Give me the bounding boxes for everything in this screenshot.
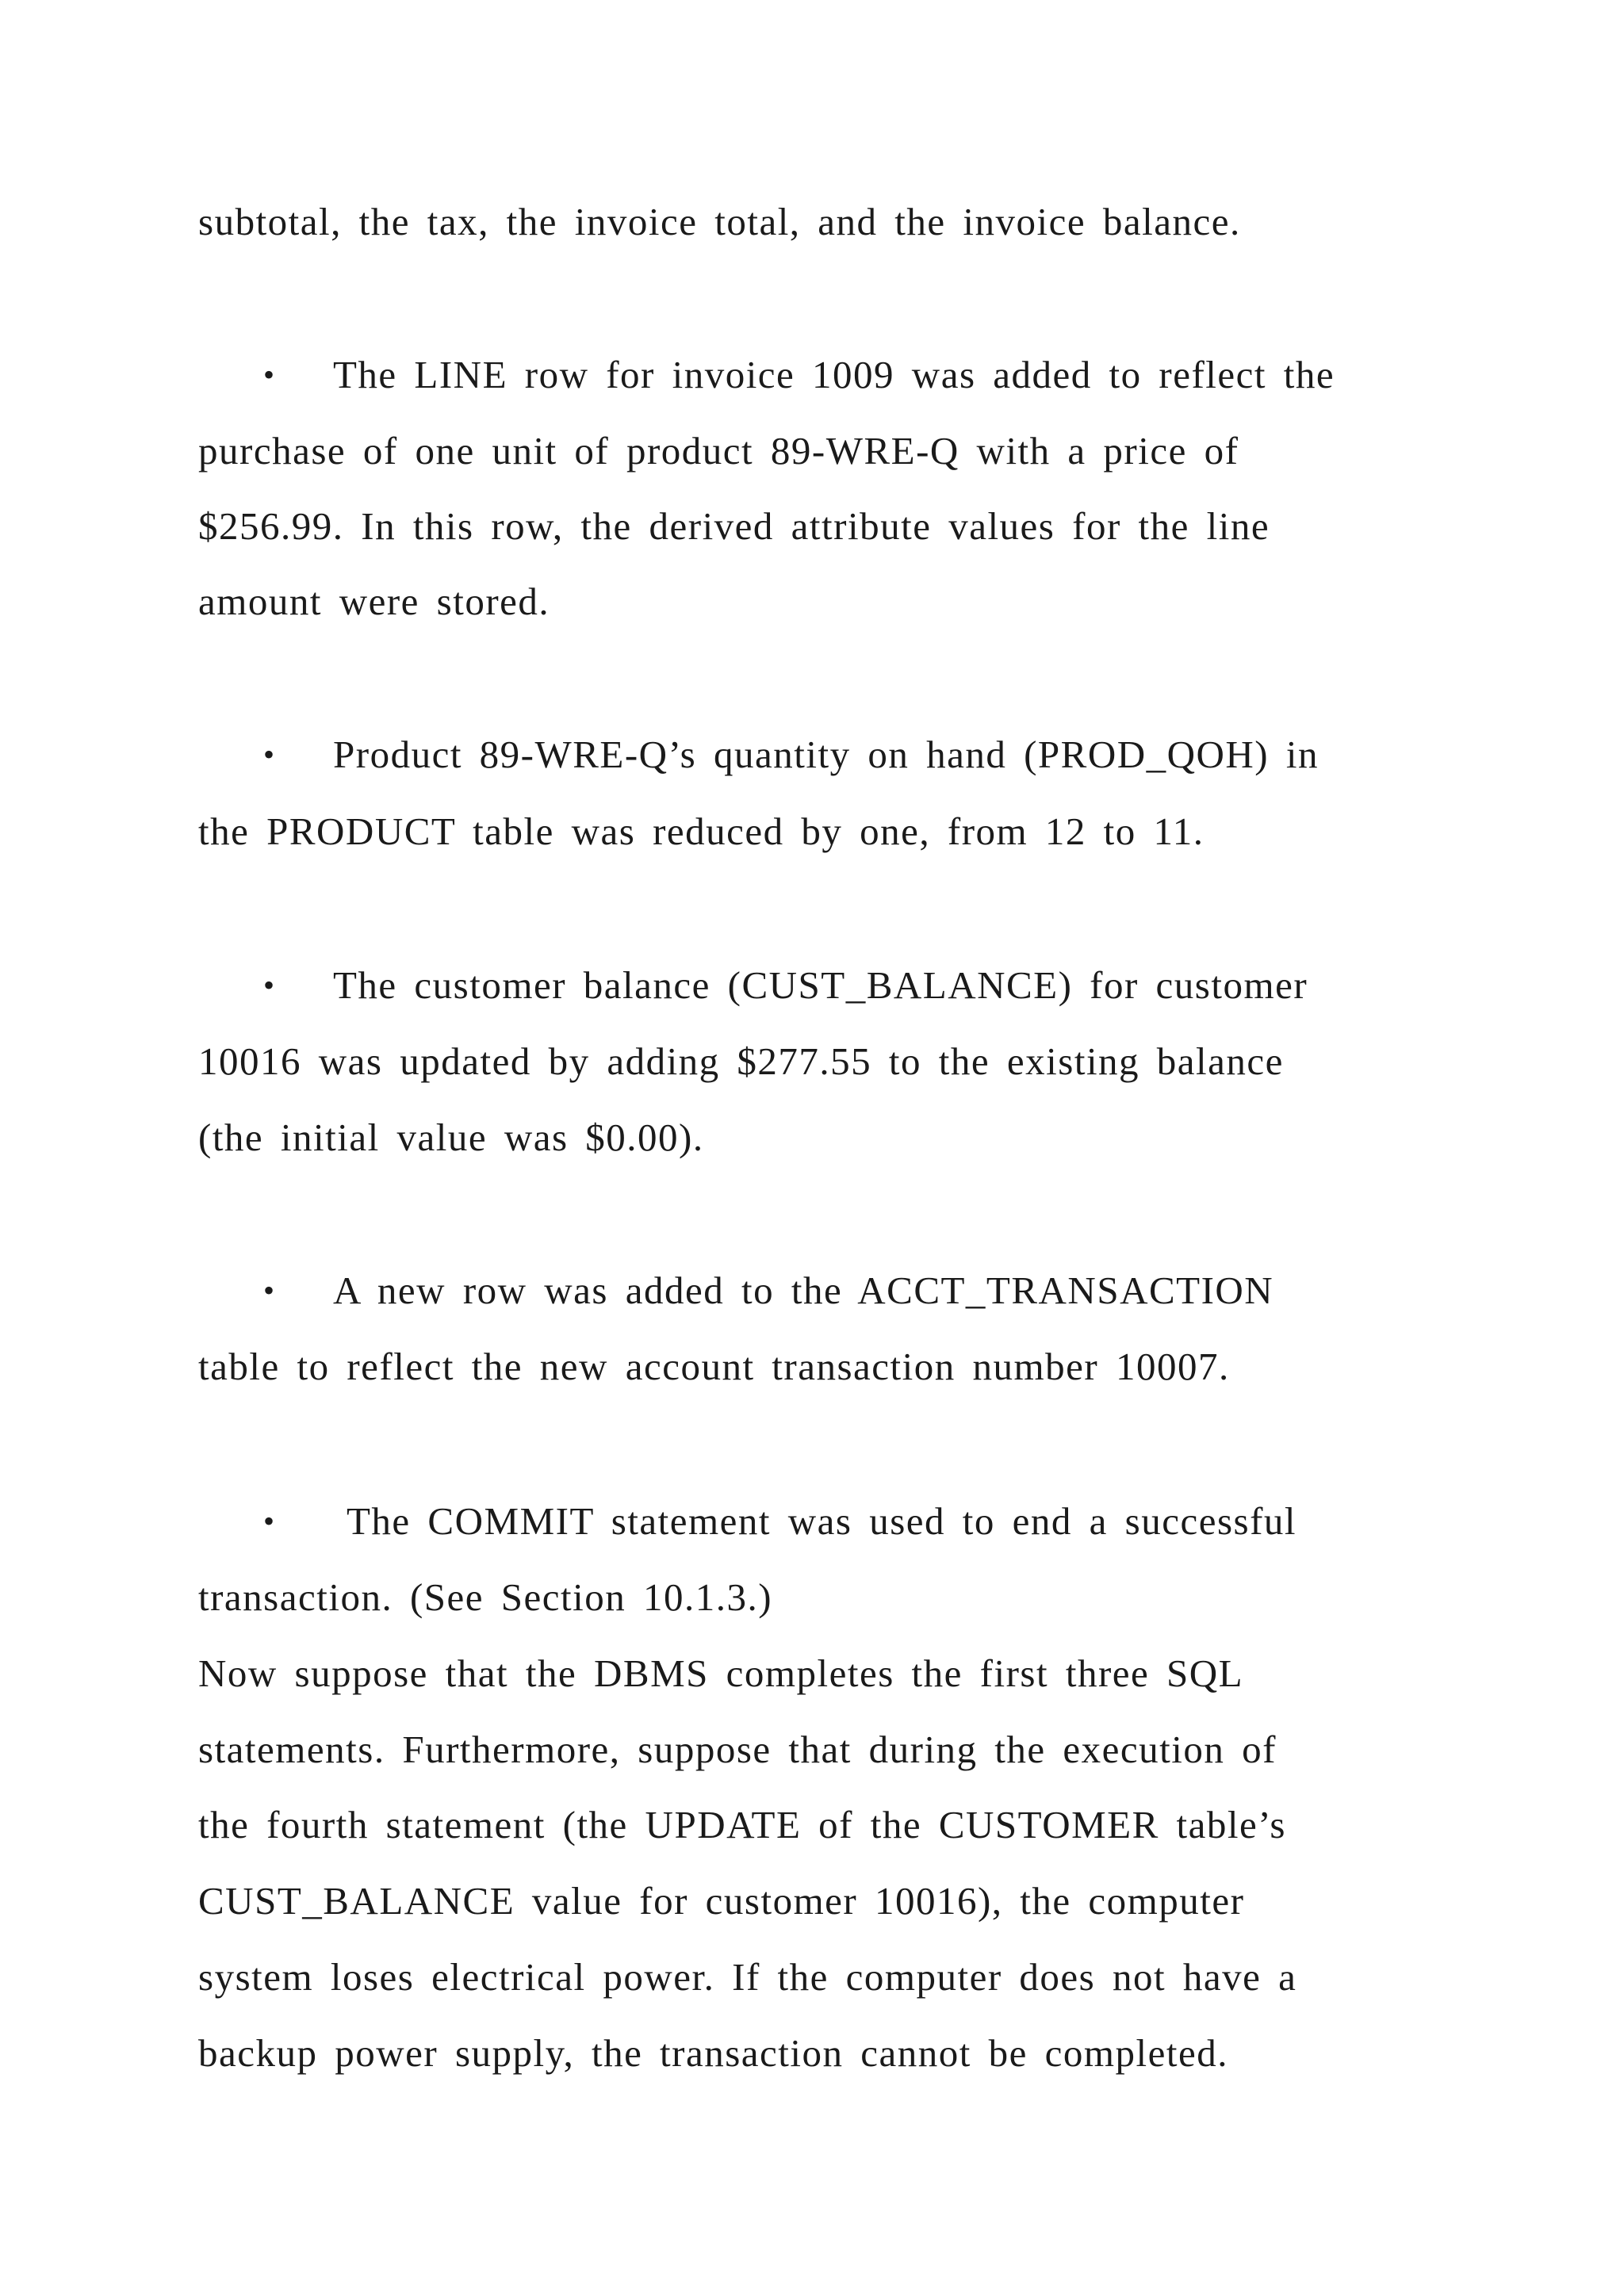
paragraph-line-3: the fourth statement (the UPDATE of the CUSTOMER table’s [198,1803,1286,1846]
bullet-marker: • [263,1272,275,1308]
bullet-2-line-1: Product 89-WRE-Q’s quantity on hand (PROD_QOH) in [333,733,1319,776]
bullet-5-line-2: transaction. (See Section 10.1.3.) [198,1575,773,1619]
bullet-2-line-2: the PRODUCT table was reduced by one, from 12 to 11. [198,809,1205,853]
bullet-1-line-2: purchase of one unit of product 89-WRE-Q with a price of [198,429,1239,473]
bullet-marker: • [263,967,275,1003]
paragraph-line-5: system loses electrical power. If the computer does not have a [198,1955,1297,1999]
bullet-3-line-2: 10016 was updated by adding $277.55 to the existing balance [198,1039,1284,1083]
bullet-5-line-1: The COMMIT statement was used to end a successful [347,1499,1297,1543]
paragraph-line-2: statements. Furthermore, suppose that during the execution of [198,1728,1277,1771]
bullet-1-line-3: $256.99. In this row, the derived attribute values for the line [198,504,1270,548]
bullet-1-line-1: The LINE row for invoice 1009 was added to reflect the [333,353,1335,396]
paragraph-line-1: Now suppose that the DBMS completes the first three SQL [198,1651,1244,1695]
bullet-marker: • [263,1503,275,1539]
bullet-marker: • [263,357,275,392]
paragraph-line-6: backup power supply, the transaction cannot be completed. [198,2031,1228,2075]
intro-text-line: subtotal, the tax, the invoice total, and the invoice balance. [198,200,1241,243]
bullet-marker: • [263,737,275,772]
bullet-3-line-3: (the initial value was $0.00). [198,1115,704,1159]
bullet-1-line-4: amount were stored. [198,580,550,623]
bullet-4-line-2: table to reflect the new account transaction number 10007. [198,1345,1230,1388]
paragraph-line-4: CUST_BALANCE value for customer 10016), the computer [198,1879,1245,1923]
bullet-4-line-1: A new row was added to the ACCT_TRANSACTION [333,1269,1274,1312]
bullet-3-line-1: The customer balance (CUST_BALANCE) for customer [333,963,1308,1007]
